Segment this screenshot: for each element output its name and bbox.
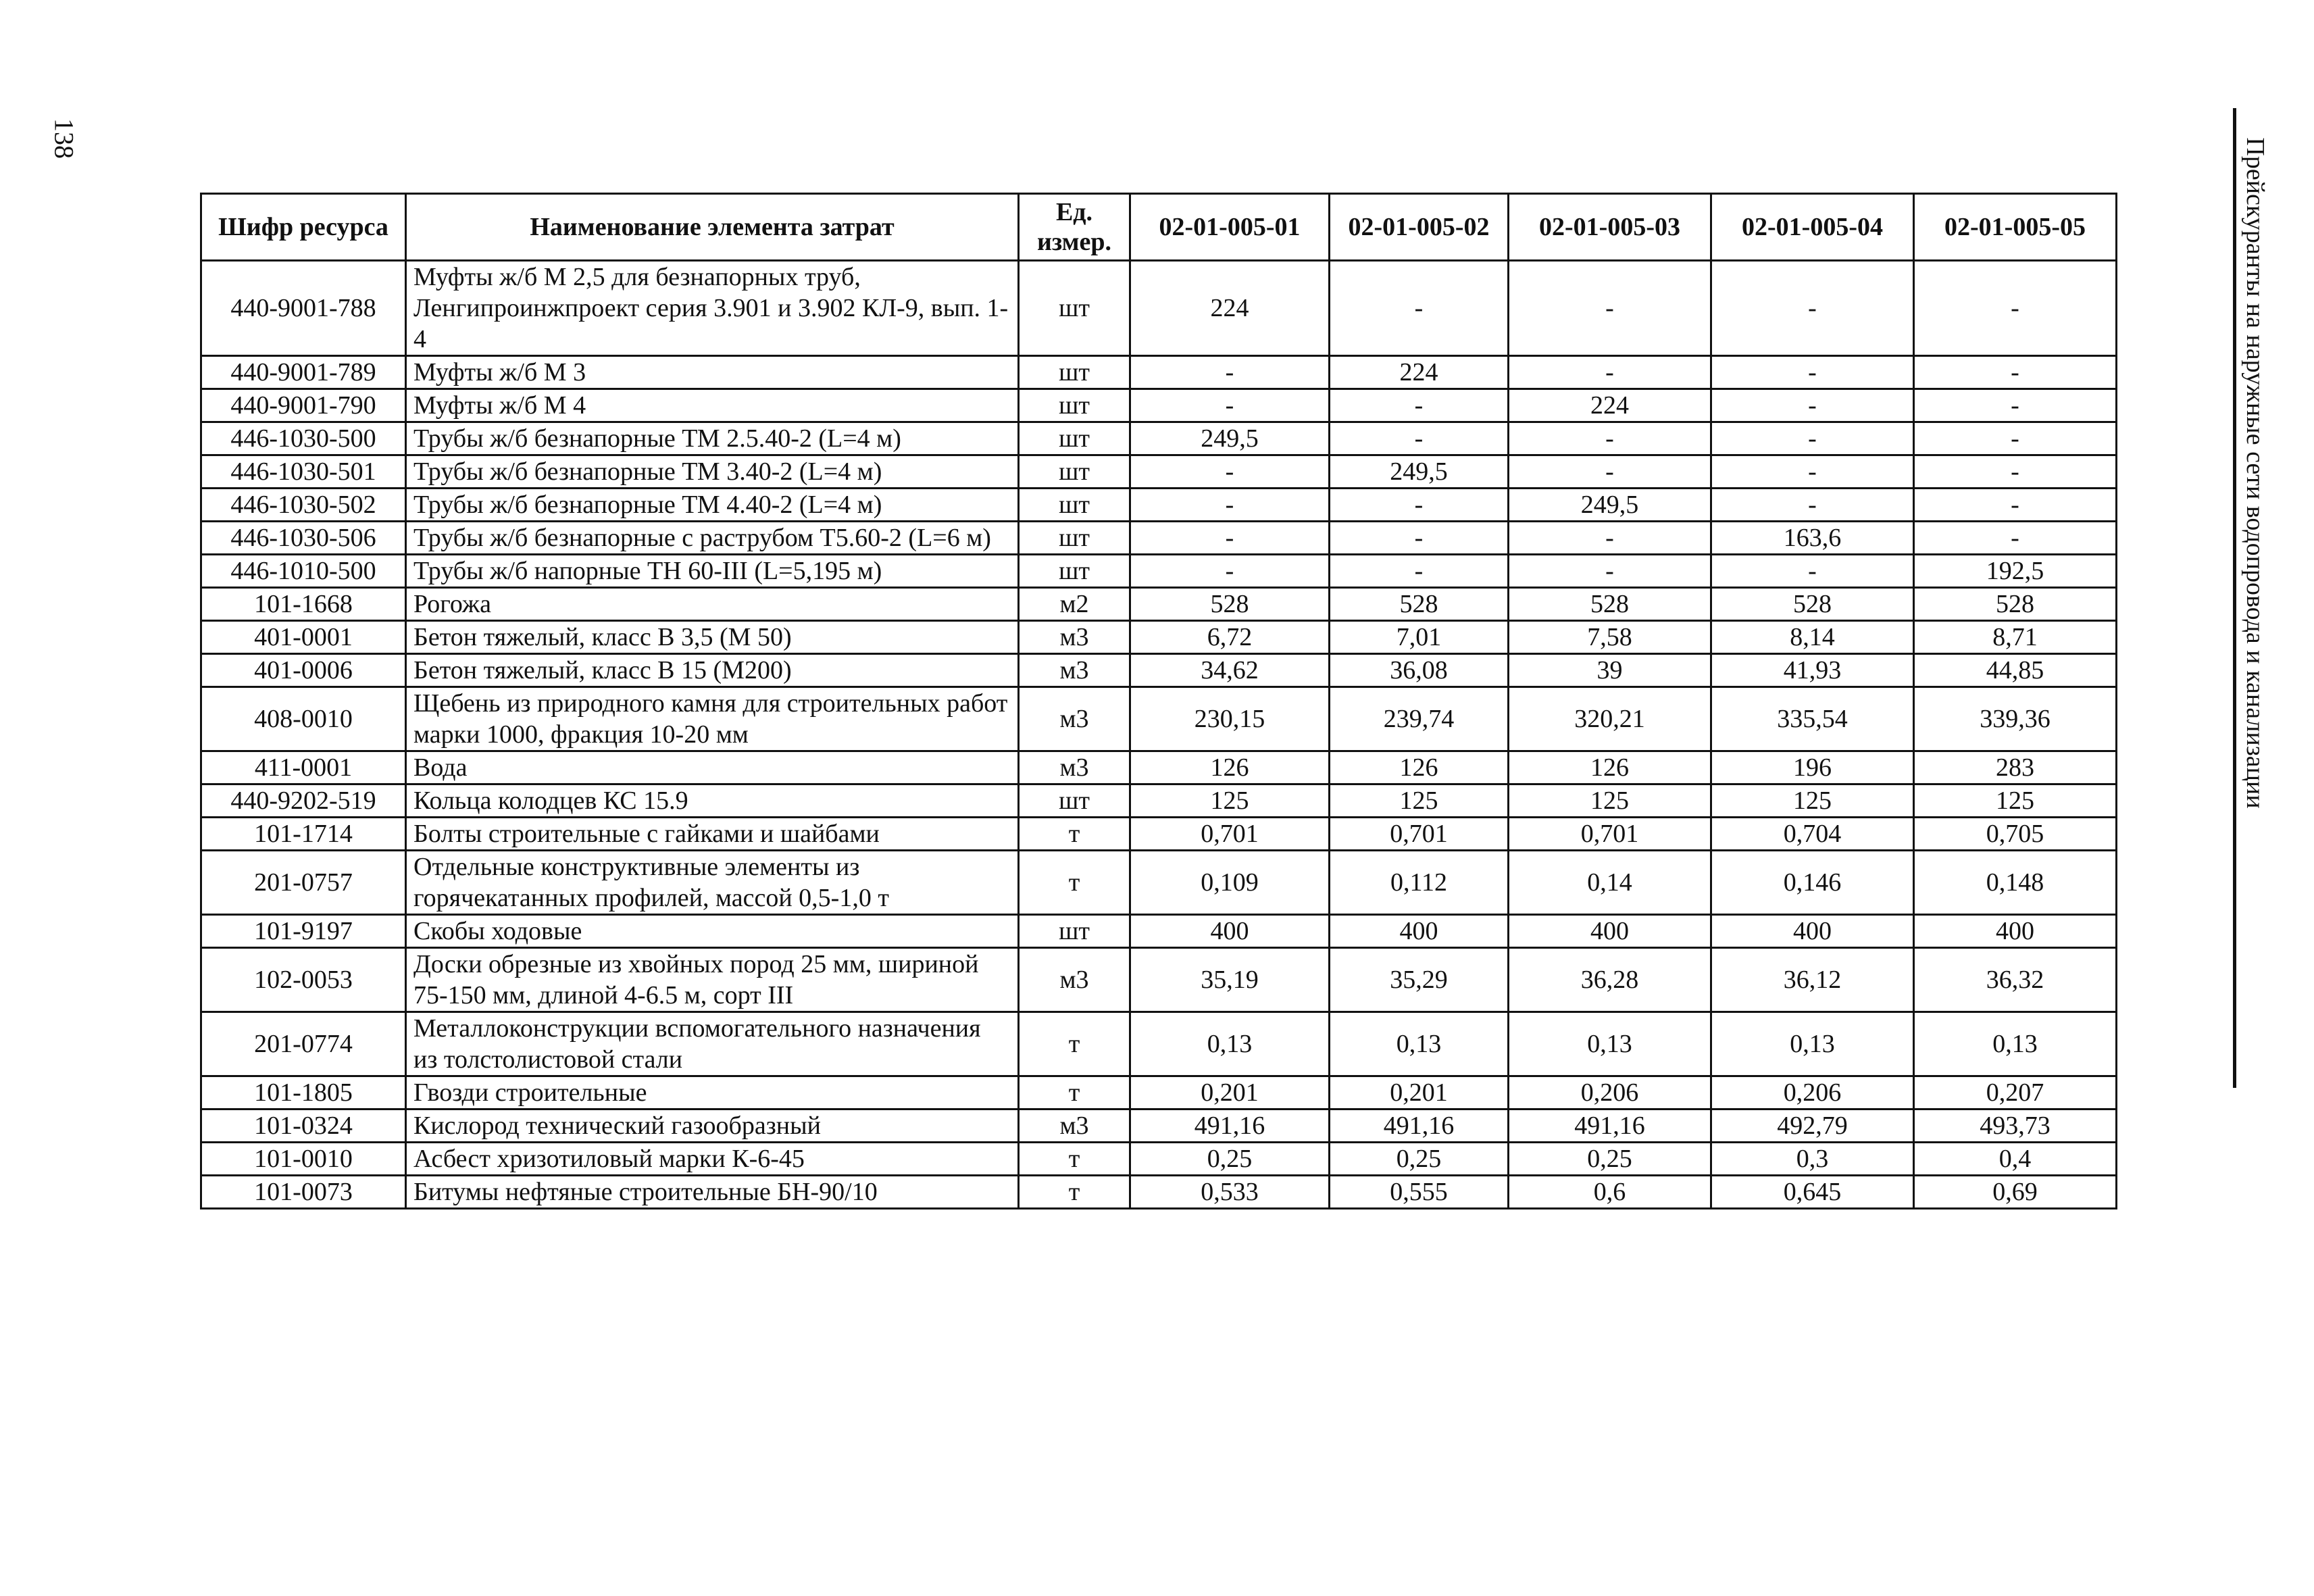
value-cell-col-02: 0,701 [1330, 818, 1509, 851]
value-cell-col-05: 283 [1914, 751, 2117, 784]
resource-code-cell: 101-0010 [201, 1143, 406, 1176]
unit-cell: т [1019, 851, 1130, 915]
unit-cell: шт [1019, 455, 1130, 489]
value-cell-col-02: 528 [1330, 588, 1509, 621]
value-cell-col-04: 125 [1711, 784, 1914, 818]
value-cell-col-05: - [1914, 422, 2117, 455]
resource-code-cell: 101-0073 [201, 1176, 406, 1209]
cost-element-name-cell: Муфты ж/б М 2,5 для безнапорных труб, Ленгипроинжпроект серия 3.901 и 3.902 КЛ-9, вып. 1-4 [406, 261, 1019, 356]
table-row [201, 261, 2117, 356]
value-cell-col-01: 491,16 [1130, 1109, 1330, 1143]
value-cell-col-04: 0,645 [1711, 1176, 1914, 1209]
cost-element-name-cell: Муфты ж/б М 3 [406, 356, 1019, 389]
value-cell-col-04: 335,54 [1711, 687, 1914, 751]
unit-cell: шт [1019, 522, 1130, 555]
cost-element-name-cell: Битумы нефтяные строительные БН-90/10 [406, 1176, 1019, 1209]
value-cell-col-02: 36,08 [1330, 654, 1509, 687]
value-cell-col-02: 126 [1330, 751, 1509, 784]
value-cell-col-05: 0,4 [1914, 1143, 2117, 1176]
table-header-row [201, 194, 2117, 261]
unit-cell: т [1019, 818, 1130, 851]
cost-element-name-cell: Доски обрезные из хвойных пород 25 мм, шириной 75-150 мм, длиной 4-6.5 м, сорт III [406, 948, 1019, 1012]
unit-cell: шт [1019, 356, 1130, 389]
value-cell-col-04: 196 [1711, 751, 1914, 784]
resource-code-cell: 401-0001 [201, 621, 406, 654]
value-cell-col-02: - [1330, 522, 1509, 555]
table-row [201, 1012, 2117, 1076]
value-cell-col-03: - [1509, 455, 1711, 489]
resource-code-cell: 401-0006 [201, 654, 406, 687]
value-cell-col-03: 528 [1509, 588, 1711, 621]
resource-code-cell: 101-1668 [201, 588, 406, 621]
value-cell-col-05: - [1914, 522, 2117, 555]
value-cell-col-01: 400 [1130, 915, 1330, 948]
value-cell-col-05: 0,207 [1914, 1076, 2117, 1109]
table-row [201, 818, 2117, 851]
value-cell-col-01: 125 [1130, 784, 1330, 818]
unit-cell: м3 [1019, 948, 1130, 1012]
table-row [201, 1176, 2117, 1209]
resource-code-cell: 408-0010 [201, 687, 406, 751]
value-cell-col-04: 0,146 [1711, 851, 1914, 915]
cost-element-name-cell: Трубы ж/б безнапорные ТМ 3.40-2 (L=4 м) [406, 455, 1019, 489]
value-cell-col-03: 400 [1509, 915, 1711, 948]
header-col-02: 02-01-005-02 [1330, 194, 1509, 261]
value-cell-col-02: 0,112 [1330, 851, 1509, 915]
cost-element-name-cell: Щебень из природного камня для строительных работ марки 1000, фракция 10-20 мм [406, 687, 1019, 751]
value-cell-col-05: - [1914, 389, 2117, 422]
unit-cell: т [1019, 1076, 1130, 1109]
resource-code-cell: 440-9001-788 [201, 261, 406, 356]
value-cell-col-03: 0,206 [1509, 1076, 1711, 1109]
value-cell-col-02: 0,13 [1330, 1012, 1509, 1076]
unit-cell: т [1019, 1012, 1130, 1076]
value-cell-col-04: - [1711, 555, 1914, 588]
value-cell-col-01: 0,701 [1130, 818, 1330, 851]
cost-element-name-cell: Вода [406, 751, 1019, 784]
value-cell-col-05: 44,85 [1914, 654, 2117, 687]
table-row [201, 356, 2117, 389]
value-cell-col-04: 400 [1711, 915, 1914, 948]
table-row [201, 588, 2117, 621]
unit-cell: шт [1019, 489, 1130, 522]
value-cell-col-03: 0,14 [1509, 851, 1711, 915]
value-cell-col-02: - [1330, 489, 1509, 522]
value-cell-col-01: - [1130, 489, 1330, 522]
value-cell-col-04: 0,704 [1711, 818, 1914, 851]
value-cell-col-04: 0,13 [1711, 1012, 1914, 1076]
table-row [201, 389, 2117, 422]
unit-cell: м3 [1019, 687, 1130, 751]
table-row [201, 851, 2117, 915]
value-cell-col-05: 528 [1914, 588, 2117, 621]
value-cell-col-03: 320,21 [1509, 687, 1711, 751]
table-row [201, 1076, 2117, 1109]
value-cell-col-05: 339,36 [1914, 687, 2117, 751]
value-cell-col-02: 0,25 [1330, 1143, 1509, 1176]
resource-code-cell: 440-9001-790 [201, 389, 406, 422]
cost-element-name-cell: Трубы ж/б безнапорные ТМ 4.40-2 (L=4 м) [406, 489, 1019, 522]
resource-code-cell: 446-1030-501 [201, 455, 406, 489]
table-row [201, 751, 2117, 784]
value-cell-col-01: 0,533 [1130, 1176, 1330, 1209]
cost-element-name-cell: Асбест хризотиловый марки К-6-45 [406, 1143, 1019, 1176]
value-cell-col-03: 0,6 [1509, 1176, 1711, 1209]
value-cell-col-01: - [1130, 522, 1330, 555]
table-row [201, 948, 2117, 1012]
resource-code-cell: 102-0053 [201, 948, 406, 1012]
page-number: 138 [49, 118, 80, 159]
value-cell-col-03: 39 [1509, 654, 1711, 687]
table-row [201, 522, 2117, 555]
unit-cell: м3 [1019, 1109, 1130, 1143]
resource-code-cell: 101-1714 [201, 818, 406, 851]
unit-cell: шт [1019, 261, 1130, 356]
resource-code-cell: 411-0001 [201, 751, 406, 784]
cost-element-name-cell: Гвозди строительные [406, 1076, 1019, 1109]
cost-element-name-cell: Кислород технический газообразный [406, 1109, 1019, 1143]
value-cell-col-04: 8,14 [1711, 621, 1914, 654]
value-cell-col-02: 249,5 [1330, 455, 1509, 489]
header-col-04: 02-01-005-04 [1711, 194, 1914, 261]
value-cell-col-01: 126 [1130, 751, 1330, 784]
resource-code-cell: 201-0757 [201, 851, 406, 915]
value-cell-col-02: - [1330, 261, 1509, 356]
value-cell-col-05: - [1914, 261, 2117, 356]
resource-code-cell: 101-0324 [201, 1109, 406, 1143]
value-cell-col-02: 35,29 [1330, 948, 1509, 1012]
header-col-01: 02-01-005-01 [1130, 194, 1330, 261]
value-cell-col-05: 0,148 [1914, 851, 2117, 915]
value-cell-col-03: - [1509, 356, 1711, 389]
unit-cell: м3 [1019, 621, 1130, 654]
resource-code-cell: 440-9001-789 [201, 356, 406, 389]
value-cell-col-04: 41,93 [1711, 654, 1914, 687]
table-row [201, 687, 2117, 751]
value-cell-col-04: - [1711, 261, 1914, 356]
table-row [201, 489, 2117, 522]
table-row [201, 455, 2117, 489]
value-cell-col-01: - [1130, 356, 1330, 389]
value-cell-col-01: 6,72 [1130, 621, 1330, 654]
value-cell-col-03: - [1509, 522, 1711, 555]
cost-element-name-cell: Болты строительные с гайками и шайбами [406, 818, 1019, 851]
table-row [201, 784, 2117, 818]
value-cell-col-05: 0,13 [1914, 1012, 2117, 1076]
table-row [201, 915, 2117, 948]
value-cell-col-04: 0,3 [1711, 1143, 1914, 1176]
table-row [201, 422, 2117, 455]
value-cell-col-01: - [1130, 389, 1330, 422]
value-cell-col-03: - [1509, 422, 1711, 455]
value-cell-col-04: 528 [1711, 588, 1914, 621]
resource-code-cell: 440-9202-519 [201, 784, 406, 818]
value-cell-col-01: 34,62 [1130, 654, 1330, 687]
resource-code-cell: 446-1030-502 [201, 489, 406, 522]
value-cell-col-04: 36,12 [1711, 948, 1914, 1012]
value-cell-col-03: 0,701 [1509, 818, 1711, 851]
resource-code-cell: 101-1805 [201, 1076, 406, 1109]
value-cell-col-05: 0,69 [1914, 1176, 2117, 1209]
header-cost-element-name: Наименование элемента затрат [406, 194, 1019, 261]
value-cell-col-01: 0,25 [1130, 1143, 1330, 1176]
value-cell-col-03: 0,25 [1509, 1143, 1711, 1176]
value-cell-col-04: 492,79 [1711, 1109, 1914, 1143]
value-cell-col-01: 249,5 [1130, 422, 1330, 455]
value-cell-col-01: 224 [1130, 261, 1330, 356]
value-cell-col-04: - [1711, 455, 1914, 489]
value-cell-col-05: 36,32 [1914, 948, 2117, 1012]
table-row [201, 621, 2117, 654]
header-resource-code: Шифр ресурса [201, 194, 406, 261]
value-cell-col-04: - [1711, 422, 1914, 455]
value-cell-col-05: - [1914, 489, 2117, 522]
cost-element-name-cell: Кольца колодцев КС 15.9 [406, 784, 1019, 818]
cost-element-name-cell: Отдельные конструктивные элементы из горячекатанных профилей, массой 0,5-1,0 т [406, 851, 1019, 915]
value-cell-col-02: 239,74 [1330, 687, 1509, 751]
value-cell-col-05: 0,705 [1914, 818, 2117, 851]
value-cell-col-01: 0,13 [1130, 1012, 1330, 1076]
value-cell-col-02: - [1330, 555, 1509, 588]
value-cell-col-03: 224 [1509, 389, 1711, 422]
header-rule [2233, 108, 2236, 1088]
unit-cell: м3 [1019, 654, 1130, 687]
value-cell-col-02: - [1330, 422, 1509, 455]
value-cell-col-02: 125 [1330, 784, 1509, 818]
table-row [201, 1109, 2117, 1143]
resource-code-cell: 446-1030-500 [201, 422, 406, 455]
value-cell-col-04: 0,206 [1711, 1076, 1914, 1109]
value-cell-col-01: 528 [1130, 588, 1330, 621]
resource-price-table [200, 193, 2117, 1210]
value-cell-col-04: - [1711, 389, 1914, 422]
unit-cell: шт [1019, 784, 1130, 818]
value-cell-col-02: 491,16 [1330, 1109, 1509, 1143]
value-cell-col-04: - [1711, 356, 1914, 389]
unit-cell: шт [1019, 915, 1130, 948]
resource-code-cell: 201-0774 [201, 1012, 406, 1076]
cost-element-name-cell: Скобы ходовые [406, 915, 1019, 948]
value-cell-col-03: - [1509, 261, 1711, 356]
value-cell-col-05: 125 [1914, 784, 2117, 818]
value-cell-col-02: 0,555 [1330, 1176, 1509, 1209]
value-cell-col-01: 0,109 [1130, 851, 1330, 915]
cost-element-name-cell: Бетон тяжелый, класс В 15 (М200) [406, 654, 1019, 687]
cost-element-name-cell: Муфты ж/б М 4 [406, 389, 1019, 422]
value-cell-col-05: - [1914, 455, 2117, 489]
resource-code-cell: 101-9197 [201, 915, 406, 948]
value-cell-col-03: - [1509, 555, 1711, 588]
value-cell-col-05: 8,71 [1914, 621, 2117, 654]
value-cell-col-02: 224 [1330, 356, 1509, 389]
value-cell-col-01: - [1130, 455, 1330, 489]
unit-cell: т [1019, 1143, 1130, 1176]
resource-code-cell: 446-1010-500 [201, 555, 406, 588]
value-cell-col-03: 126 [1509, 751, 1711, 784]
table-row [201, 654, 2117, 687]
header-col-05: 02-01-005-05 [1914, 194, 2117, 261]
unit-cell: т [1019, 1176, 1130, 1209]
value-cell-col-05: 493,73 [1914, 1109, 2117, 1143]
unit-cell: шт [1019, 422, 1130, 455]
value-cell-col-01: - [1130, 555, 1330, 588]
header-unit: Ед. измер. [1019, 194, 1130, 261]
value-cell-col-03: 249,5 [1509, 489, 1711, 522]
value-cell-col-02: 400 [1330, 915, 1509, 948]
value-cell-col-03: 36,28 [1509, 948, 1711, 1012]
value-cell-col-03: 491,16 [1509, 1109, 1711, 1143]
value-cell-col-03: 0,13 [1509, 1012, 1711, 1076]
value-cell-col-02: 7,01 [1330, 621, 1509, 654]
value-cell-col-03: 7,58 [1509, 621, 1711, 654]
resource-code-cell: 446-1030-506 [201, 522, 406, 555]
value-cell-col-05: 400 [1914, 915, 2117, 948]
cost-element-name-cell: Трубы ж/б безнапорные с раструбом Т5.60-2 (L=6 м) [406, 522, 1019, 555]
cost-element-name-cell: Рогожа [406, 588, 1019, 621]
value-cell-col-03: 125 [1509, 784, 1711, 818]
value-cell-col-05: 192,5 [1914, 555, 2117, 588]
unit-cell: шт [1019, 555, 1130, 588]
value-cell-col-02: 0,201 [1330, 1076, 1509, 1109]
cost-element-name-cell: Металлоконструкции вспомогательного назначения из толстолистовой стали [406, 1012, 1019, 1076]
unit-cell: м2 [1019, 588, 1130, 621]
cost-element-name-cell: Трубы ж/б напорные ТН 60-III (L=5,195 м) [406, 555, 1019, 588]
value-cell-col-01: 35,19 [1130, 948, 1330, 1012]
value-cell-col-01: 230,15 [1130, 687, 1330, 751]
header-col-03: 02-01-005-03 [1509, 194, 1711, 261]
value-cell-col-01: 0,201 [1130, 1076, 1330, 1109]
table-row [201, 555, 2117, 588]
running-header: Прейскуранты на наружные сети водопровода и канализации [2241, 137, 2269, 809]
cost-element-name-cell: Бетон тяжелый, класс В 3,5 (М 50) [406, 621, 1019, 654]
unit-cell: шт [1019, 389, 1130, 422]
value-cell-col-04: 163,6 [1711, 522, 1914, 555]
value-cell-col-02: - [1330, 389, 1509, 422]
table-body [201, 261, 2117, 1209]
cost-element-name-cell: Трубы ж/б безнапорные ТМ 2.5.40-2 (L=4 м) [406, 422, 1019, 455]
value-cell-col-04: - [1711, 489, 1914, 522]
table-row [201, 1143, 2117, 1176]
unit-cell: м3 [1019, 751, 1130, 784]
value-cell-col-05: - [1914, 356, 2117, 389]
